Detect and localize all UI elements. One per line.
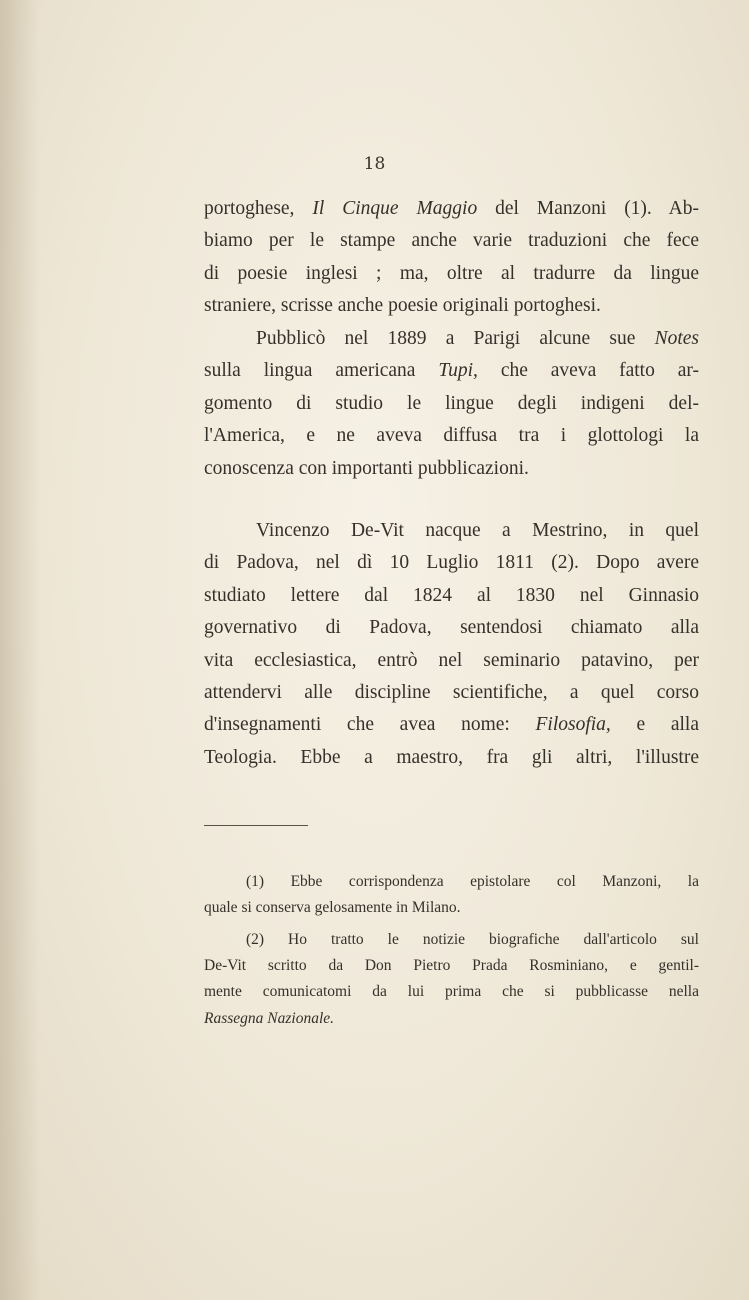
text-line: Vincenzo De-Vit nacque a Mestrino, in quel <box>256 520 699 541</box>
footnote-line: (2) Ho tratto le notizie biografiche dall'articolo sul <box>246 931 699 948</box>
text-line: gomento di studio le lingue degli indigeni del- <box>204 392 699 414</box>
text-line: straniere, scrisse anche poesie originali portoghesi. <box>204 295 601 317</box>
italic-title: Il Cinque Maggio <box>312 198 478 219</box>
text-line: governativo di Padova, sentendosi chiamato alla <box>204 617 699 639</box>
footnote-line: De-Vit scritto da Don Pietro Prada Rosminiano, e gentil- <box>204 957 699 975</box>
footnote-line: mente comunicatomi da lui prima che si pubblicasse nella <box>204 983 699 1001</box>
italic-word: Notes <box>654 328 699 349</box>
text-line: studiato lettere dal 1824 al 1830 nel Ginnasio <box>204 584 699 606</box>
text-line: sulla lingua americana Tupi, che aveva fatto ar- <box>204 360 699 382</box>
text-line: di poesie inglesi ; ma, oltre al tradurre da lingue <box>204 262 699 284</box>
text-line: l'America, e ne aveva diffusa tra i glottologi la <box>204 425 699 447</box>
italic-word: Filosofia, <box>535 714 611 736</box>
italic-title: Rassegna Nazionale. <box>204 1009 335 1027</box>
footnote-separator <box>204 825 308 826</box>
text-line: d'insegnamenti che avea nome: Filosofia, e alla <box>204 714 699 736</box>
footnote-line <box>204 1006 699 1032</box>
text-line: Teologia. Ebbe a maestro, fra gli altri, l'illustre <box>204 746 699 768</box>
footnote-1 <box>204 869 699 921</box>
footnote-line: (1) Ebbe corrispondenza epistolare col Manzoni, la <box>246 873 699 890</box>
footnote-2 <box>204 927 699 1032</box>
text-line: conoscenza con importanti pubblicazioni. <box>204 457 529 479</box>
paragraph-1 <box>204 193 699 323</box>
footnote-line: quale si conserva gelosamente in Milano. <box>204 899 461 917</box>
page-number: 18 <box>363 154 386 174</box>
paragraph-2 <box>204 323 699 485</box>
paragraph-3 <box>204 515 699 774</box>
text-line: Pubblicò nel 1889 a Parigi alcune sue Notes <box>256 328 699 349</box>
text-line: portoghese, Il Cinque Maggio del Manzoni (1). Ab- <box>204 198 699 219</box>
text-line: di Padova, nel dì 10 Luglio 1811 (2). Dopo avere <box>204 552 699 574</box>
text-line: vita ecclesiastica, entrò nel seminario patavino, per <box>204 649 699 671</box>
page-edge-shadow <box>0 0 40 1300</box>
text-line: attendervi alle discipline scientifiche, a quel corso <box>204 682 699 704</box>
text-line: biamo per le stampe anche varie traduzioni che fece <box>204 230 699 252</box>
italic-word: Tupi, <box>438 360 478 382</box>
